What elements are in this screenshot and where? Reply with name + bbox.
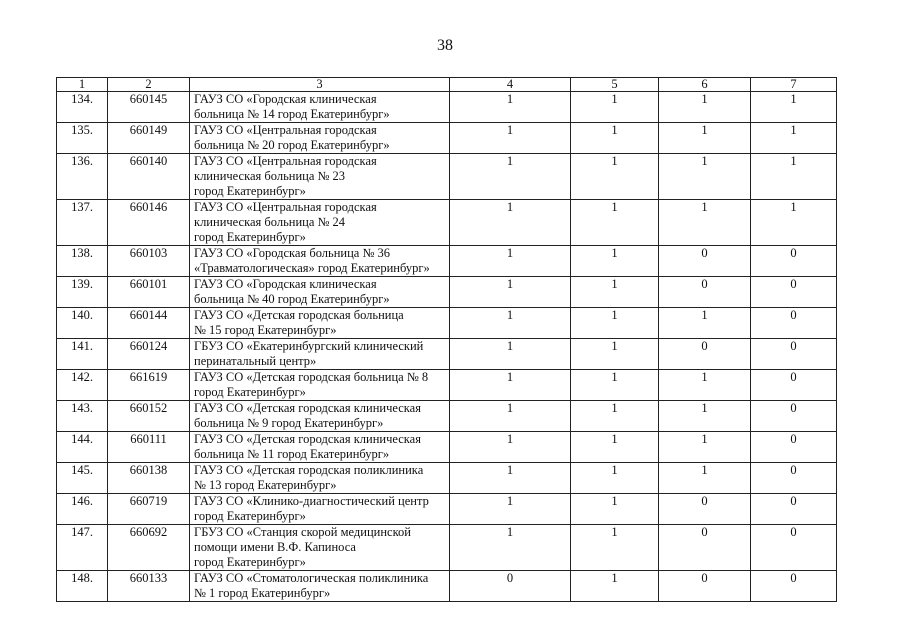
organization-name-line: ГАУЗ СО «Клинико-диагностический центр xyxy=(194,494,429,508)
value-col-4: 1 xyxy=(450,370,571,401)
row-number: 143. xyxy=(57,401,108,432)
value-col-4: 1 xyxy=(450,308,571,339)
organization-name-line: № 15 город Екатеринбург» xyxy=(194,323,337,337)
organization-name-line: ГБУЗ СО «Станция скорой медицинской xyxy=(194,525,411,539)
organization-name-line: № 1 город Екатеринбург» xyxy=(194,586,331,600)
row-number: 142. xyxy=(57,370,108,401)
value-col-6: 0 xyxy=(659,246,751,277)
value-col-5: 1 xyxy=(571,401,659,432)
organization-code: 660144 xyxy=(108,308,190,339)
table-row xyxy=(57,277,837,308)
value-col-6: 1 xyxy=(659,200,751,246)
row-number: 139. xyxy=(57,277,108,308)
value-col-6: 1 xyxy=(659,370,751,401)
value-col-6: 1 xyxy=(659,92,751,123)
organization-name-line: ГАУЗ СО «Детская городская поликлиника xyxy=(194,463,424,477)
value-col-6: 1 xyxy=(659,308,751,339)
row-number: 134. xyxy=(57,92,108,123)
organization-name xyxy=(190,525,450,571)
value-col-4: 1 xyxy=(450,432,571,463)
value-col-7: 1 xyxy=(751,92,837,123)
page-number: 38 xyxy=(437,37,453,54)
organization-name xyxy=(190,571,450,602)
row-number: 138. xyxy=(57,246,108,277)
value-col-4: 1 xyxy=(450,123,571,154)
value-col-4: 1 xyxy=(450,246,571,277)
row-number: 146. xyxy=(57,494,108,525)
organization-name-line: больница № 11 город Екатеринбург» xyxy=(194,447,390,461)
value-col-4: 1 xyxy=(450,463,571,494)
value-col-5: 1 xyxy=(571,571,659,602)
value-col-6: 0 xyxy=(659,494,751,525)
row-number: 136. xyxy=(57,154,108,200)
organization-name-line: клиническая больница № 23 xyxy=(194,169,346,183)
table-row xyxy=(57,571,837,602)
organization-name-line: ГАУЗ СО «Стоматологическая поликлиника xyxy=(194,571,429,585)
table-row xyxy=(57,432,837,463)
organization-name-line: город Екатеринбург» xyxy=(194,509,306,523)
value-col-6: 1 xyxy=(659,463,751,494)
organization-name xyxy=(190,154,450,200)
value-col-6: 0 xyxy=(659,339,751,370)
value-col-7: 0 xyxy=(751,494,837,525)
organization-name-line: ГАУЗ СО «Детская городская клиническая xyxy=(194,432,421,446)
organization-name-line: город Екатеринбург» xyxy=(194,555,306,569)
organization-name xyxy=(190,370,450,401)
organization-code: 661619 xyxy=(108,370,190,401)
organization-name xyxy=(190,463,450,494)
organization-code: 660146 xyxy=(108,200,190,246)
value-col-4: 1 xyxy=(450,92,571,123)
value-col-5: 1 xyxy=(571,200,659,246)
value-col-4: 0 xyxy=(450,571,571,602)
organization-code: 660103 xyxy=(108,246,190,277)
value-col-4: 1 xyxy=(450,339,571,370)
value-col-6: 1 xyxy=(659,401,751,432)
row-number: 140. xyxy=(57,308,108,339)
value-col-6: 0 xyxy=(659,277,751,308)
value-col-4: 1 xyxy=(450,154,571,200)
column-header: 1 xyxy=(57,78,108,92)
organization-code: 660719 xyxy=(108,494,190,525)
organization-name-line: ГАУЗ СО «Городская клиническая xyxy=(194,277,377,291)
table-row xyxy=(57,308,837,339)
value-col-5: 1 xyxy=(571,277,659,308)
organization-name-line: больница № 9 город Екатеринбург» xyxy=(194,416,384,430)
organization-name xyxy=(190,92,450,123)
organization-name xyxy=(190,123,450,154)
organization-name-line: клиническая больница № 24 xyxy=(194,215,346,229)
table-row xyxy=(57,200,837,246)
value-col-5: 1 xyxy=(571,246,659,277)
row-number: 145. xyxy=(57,463,108,494)
value-col-4: 1 xyxy=(450,525,571,571)
organization-name xyxy=(190,339,450,370)
value-col-5: 1 xyxy=(571,339,659,370)
value-col-6: 1 xyxy=(659,432,751,463)
value-col-4: 1 xyxy=(450,200,571,246)
organization-code: 660692 xyxy=(108,525,190,571)
table-row xyxy=(57,246,837,277)
table-row xyxy=(57,339,837,370)
organization-name-line: город Екатеринбург» xyxy=(194,184,306,198)
table-row xyxy=(57,370,837,401)
organization-name-line: помощи имени В.Ф. Капиноса xyxy=(194,540,356,554)
row-number: 148. xyxy=(57,571,108,602)
table-row xyxy=(57,92,837,123)
value-col-4: 1 xyxy=(450,277,571,308)
organization-code: 660149 xyxy=(108,123,190,154)
organization-name-line: № 13 город Екатеринбург» xyxy=(194,478,337,492)
organization-code: 660124 xyxy=(108,339,190,370)
table-header-row xyxy=(57,78,837,92)
organization-name-line: перинатальный центр» xyxy=(194,354,317,368)
organization-code: 660111 xyxy=(108,432,190,463)
organization-name xyxy=(190,246,450,277)
organization-name-line: ГАУЗ СО «Центральная городская xyxy=(194,123,377,137)
value-col-5: 1 xyxy=(571,154,659,200)
value-col-7: 1 xyxy=(751,154,837,200)
value-col-5: 1 xyxy=(571,432,659,463)
organization-name-line: ГАУЗ СО «Городская больница № 36 xyxy=(194,246,391,260)
organization-name-line: город Екатеринбург» xyxy=(194,230,306,244)
column-header: 2 xyxy=(108,78,190,92)
table-row xyxy=(57,494,837,525)
row-number: 144. xyxy=(57,432,108,463)
value-col-7: 1 xyxy=(751,123,837,154)
organization-name-line: «Травматологическая» город Екатеринбург» xyxy=(194,261,430,275)
value-col-6: 1 xyxy=(659,123,751,154)
column-header: 5 xyxy=(571,78,659,92)
organization-code: 660101 xyxy=(108,277,190,308)
value-col-5: 1 xyxy=(571,123,659,154)
organization-name xyxy=(190,432,450,463)
table-row xyxy=(57,525,837,571)
organization-name xyxy=(190,401,450,432)
value-col-5: 1 xyxy=(571,92,659,123)
table-row xyxy=(57,154,837,200)
column-header: 6 xyxy=(659,78,751,92)
organization-name xyxy=(190,200,450,246)
organization-name-line: ГАУЗ СО «Детская городская больница № 8 xyxy=(194,370,429,384)
organization-name-line: город Екатеринбург» xyxy=(194,385,306,399)
value-col-4: 1 xyxy=(450,494,571,525)
value-col-7: 0 xyxy=(751,463,837,494)
value-col-4: 1 xyxy=(450,401,571,432)
organization-code: 660140 xyxy=(108,154,190,200)
value-col-5: 1 xyxy=(571,463,659,494)
organization-name-line: ГАУЗ СО «Детская городская больница xyxy=(194,308,404,322)
value-col-6: 0 xyxy=(659,525,751,571)
organization-code: 660138 xyxy=(108,463,190,494)
value-col-7: 0 xyxy=(751,370,837,401)
value-col-7: 1 xyxy=(751,200,837,246)
organization-name xyxy=(190,494,450,525)
row-number: 135. xyxy=(57,123,108,154)
organization-name-line: больница № 20 город Екатеринбург» xyxy=(194,138,390,152)
organization-name-line: больница № 40 город Екатеринбург» xyxy=(194,292,390,306)
organization-name xyxy=(190,277,450,308)
value-col-6: 0 xyxy=(659,571,751,602)
value-col-7: 0 xyxy=(751,277,837,308)
value-col-7: 0 xyxy=(751,339,837,370)
value-col-7: 0 xyxy=(751,571,837,602)
value-col-5: 1 xyxy=(571,370,659,401)
value-col-5: 1 xyxy=(571,308,659,339)
table-row xyxy=(57,401,837,432)
value-col-7: 0 xyxy=(751,308,837,339)
value-col-7: 0 xyxy=(751,432,837,463)
registry-table xyxy=(56,77,837,602)
value-col-6: 1 xyxy=(659,154,751,200)
value-col-7: 0 xyxy=(751,246,837,277)
organization-name-line: ГБУЗ СО «Екатеринбургский клинический xyxy=(194,339,424,353)
organization-name-line: ГАУЗ СО «Центральная городская xyxy=(194,200,377,214)
table-row xyxy=(57,463,837,494)
value-col-7: 0 xyxy=(751,525,837,571)
value-col-5: 1 xyxy=(571,494,659,525)
organization-code: 660152 xyxy=(108,401,190,432)
table-row xyxy=(57,123,837,154)
column-header: 7 xyxy=(751,78,837,92)
row-number: 141. xyxy=(57,339,108,370)
organization-name-line: ГАУЗ СО «Городская клиническая xyxy=(194,92,377,106)
organization-code: 660145 xyxy=(108,92,190,123)
row-number: 147. xyxy=(57,525,108,571)
organization-name-line: ГАУЗ СО «Центральная городская xyxy=(194,154,377,168)
organization-name xyxy=(190,308,450,339)
column-header: 4 xyxy=(450,78,571,92)
value-col-5: 1 xyxy=(571,525,659,571)
column-header: 3 xyxy=(190,78,450,92)
value-col-7: 0 xyxy=(751,401,837,432)
organization-name-line: ГАУЗ СО «Детская городская клиническая xyxy=(194,401,421,415)
row-number: 137. xyxy=(57,200,108,246)
organization-name-line: больница № 14 город Екатеринбург» xyxy=(194,107,390,121)
organization-code: 660133 xyxy=(108,571,190,602)
